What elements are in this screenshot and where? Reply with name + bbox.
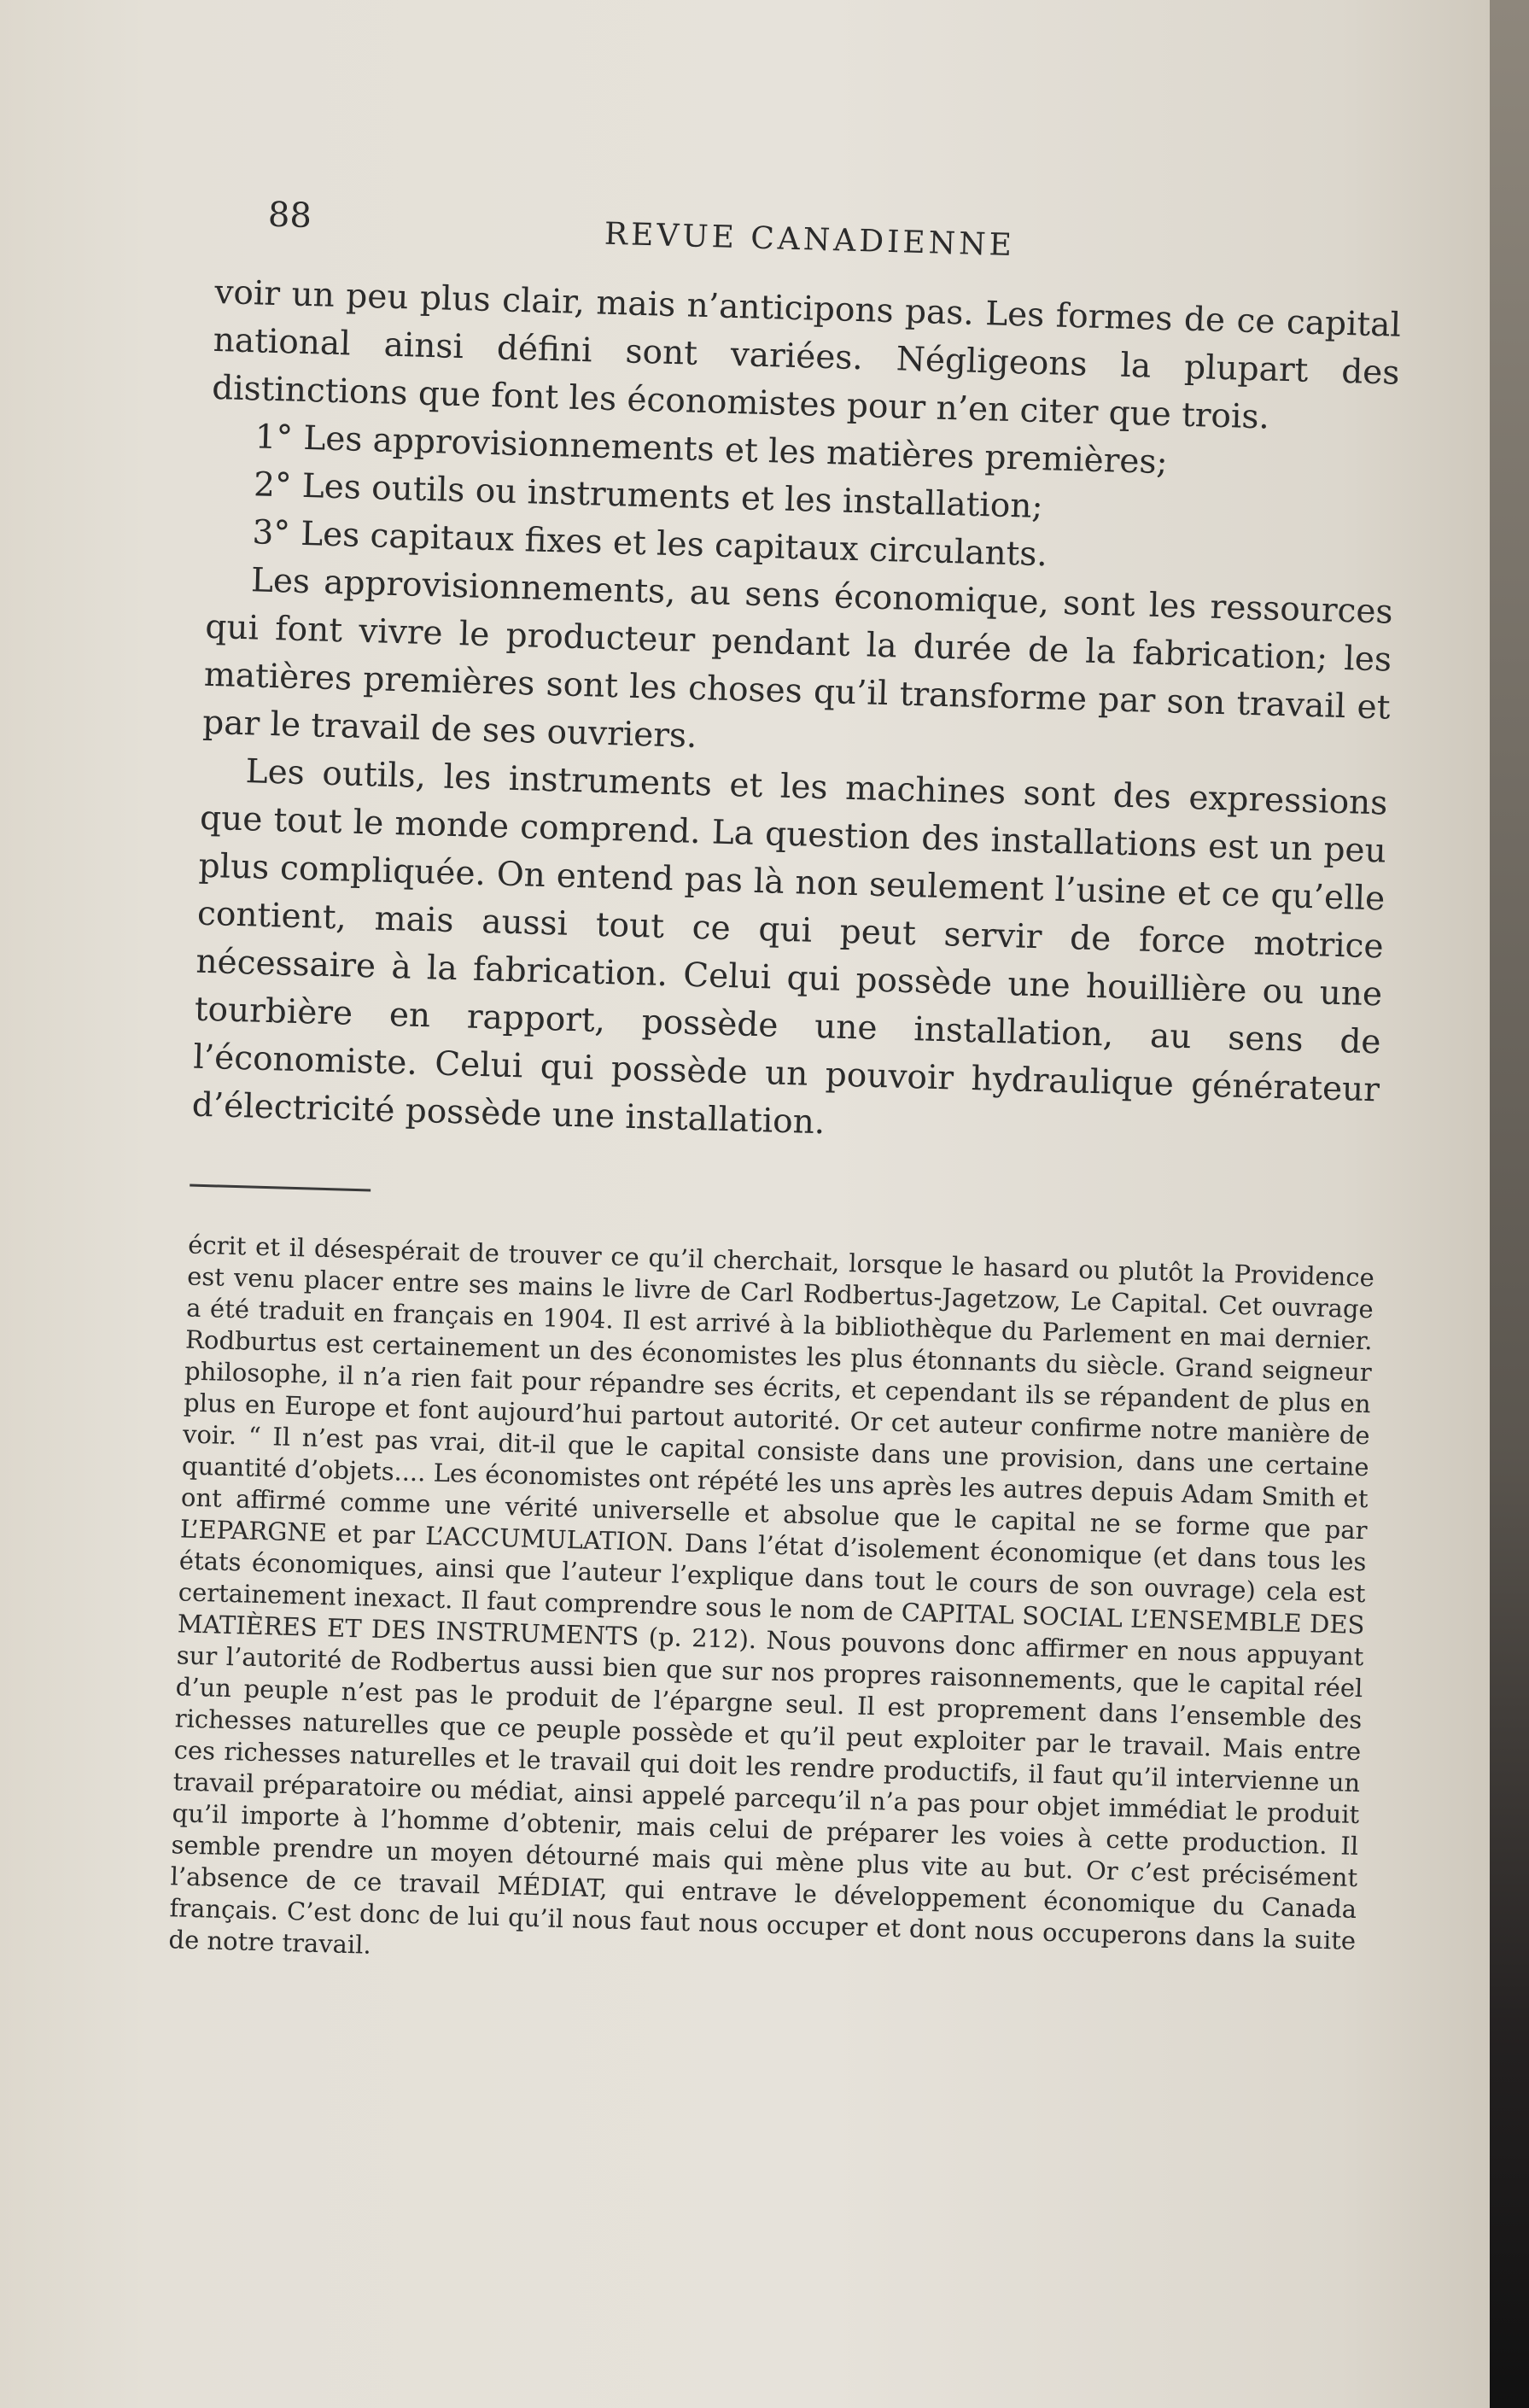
list-item-1: 1° Les approvisionnements et les matières premières; <box>254 418 1169 482</box>
list-item-3: 3° Les capitaux fixes et les capitaux circulants. <box>251 513 1048 575</box>
footnote-separator <box>190 1184 371 1192</box>
book-spine-shadow <box>1490 0 1529 2408</box>
paragraph-2: Les approvisionnements, au sens économique, sont les ressources qui font vivre le producteur pendant la durée de la fabrication; les matières premières sont les choses qu’il transforme par son travail et par le travail de ses ouvriers. <box>201 561 1394 756</box>
paragraph-1: voir un peu plus clair, mais n’anticipons pas. Les formes de ce capital national ainsi défini sont variées. Négligeons la plupart des distinctions que font les économistes pour n’en citer que trois. <box>211 272 1402 437</box>
footnote-text: écrit et il désespérait de trouver ce qu’il cherchait, lorsque le hasard ou plutôt la Providence est venu placer entre ses mains le livre de Carl Rodbertus-Jagetzow, Le Capital. Cet ouvrage a été traduit en français en 1904. Il est arrivé à la bibliothèque du Parlement en mai dernier. Rodburtus est certainement un des économistes les plus étonnants du siècle. Grand seigneur philosophe, il n’a rien fait pour répandre ses écrits, et cependant ils se répandent de plus en plus en Europe et font aujourd’hui partout autorité. Or cet auteur confirme notre manière de voir. “ Il n’est pas vrai, dit-il que le capital consiste dans une provision, dans une certaine quantité d’objets.... Les économistes ont répété les uns après les autres depuis Adam Smith et ont affirmé comme une vérité universelle et absolue que le capital ne se forme que par L’EPARGNE et par L’ACCUMULATION. Dans l’état d’isolement économique (et dans tous les états économiques, ainsi que l’auteur l’explique dans tout le cours de son ouvrage) cela est certainement inexact. Il faut comprendre sous le nom de CAPITAL SOCIAL L’ENSEMBLE DES MATIÈRES ET DES INSTRUMENTS (p. 212). Nous pouvons donc affirmer en nous appuyant sur l’autorité de Rodbertus aussi bien que sur nos propres raisonnements, que le capital réel d’un peuple n’est pas le produit de l’épargne seul. Il est proprement dans l’ensemble des richesses naturelles que ce peuple possède et qu’il peut exploiter par le travail. Mais entre ces richesses naturelles et le travail qui doit les rendre productifs, il faut qu’il intervienne un travail préparatoire ou médiat, ainsi appelé parcequ’il n’a pas pour objet immédiat le produit qu’il importe à l’homme d’obtenir, mais celui de préparer les voies à cette production. Il semble prendre un moyen détourné mais qui mène plus vite au but. Or c’est précisément l’absence de ce travail MÉDIAT, qui entrave le développement économique du Canada français. C’est donc de lui qu’il nous faut nous occuper et dont nous occuperons dans la suite de notre travail. <box>168 1230 1375 1960</box>
paragraph-3: Les outils, les instruments et les machines sont des expressions que tout le monde comprend. La question des installations est un peu plus compliquée. On entend pas là non seulement l’usine et ce qu’elle contient, mais aussi tout ce qui peut servir de force motrice nécessaire à la fabrication. Celui qui possède une houillière ou une tourbière en rapport, possède une installation, au sens de l’économiste. Celui qui possède un pouvoir hydraulique générateur d’électricité possède une installation. <box>191 752 1388 1143</box>
running-title: REVUE CANADIENNE <box>604 216 1016 264</box>
page-header <box>216 184 1404 277</box>
page-content <box>168 184 1404 1989</box>
main-text <box>191 269 1402 1162</box>
page-number: 88 <box>267 195 312 237</box>
list-item-2: 2° Les outils ou instruments et les installation; <box>253 465 1044 527</box>
